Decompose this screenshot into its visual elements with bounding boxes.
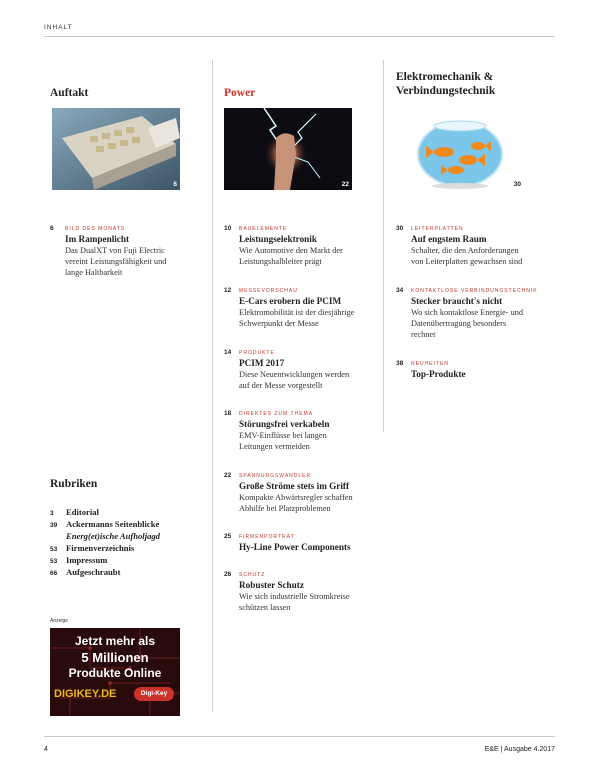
- toc-entry[interactable]: [224, 349, 379, 391]
- toc-category: MESSEVORSCHAU: [239, 288, 298, 294]
- goldfish-bowl-photo-icon: [396, 108, 524, 190]
- toc-description: Abhilfe bei Platzproblemen: [239, 504, 331, 513]
- auftakt-thumbnail[interactable]: [52, 108, 180, 190]
- toc-description: schützen lassen: [239, 603, 291, 612]
- toc-page-number: 34: [396, 287, 404, 294]
- toc-description: Leistungshalbleiter prägt: [239, 257, 322, 266]
- rubrik-subtitle: Energ(et)ische Aufholjagd: [66, 531, 160, 541]
- toc-description: Schwerpunkt der Messe: [239, 319, 319, 328]
- toc-entry[interactable]: [396, 360, 551, 380]
- toc-title: PCIM 2017: [239, 358, 285, 368]
- toc-title: Im Rampenlicht: [65, 234, 130, 244]
- toc-description: EMV-Einflüsse bei langen: [239, 431, 327, 440]
- ad-label: Anzeige: [50, 618, 69, 624]
- toc-description: Datenübertragung besonders: [411, 319, 507, 328]
- rubrik-page-number: 53: [50, 558, 58, 565]
- toc-description: vereint Leistungsfähigkeit und: [65, 257, 167, 266]
- toc-description: Diese Neuentwicklungen werden: [239, 370, 350, 379]
- rubriken-title: Rubriken: [50, 478, 98, 490]
- toc-title: Robuster Schutz: [239, 580, 304, 590]
- toc-title: Top-Produkte: [411, 369, 466, 379]
- elektro-title-line1: Elektromechanik &: [396, 71, 494, 83]
- toc-page-number: 12: [224, 287, 232, 294]
- thumbnail-page-number: 22: [341, 181, 349, 188]
- toc-page-number: 25: [224, 533, 232, 540]
- thumbnail-page-number: 6: [173, 181, 177, 188]
- toc-description: rechnet: [411, 330, 436, 339]
- toc-title: E-Cars erobern die PCIM: [239, 296, 342, 306]
- ad-headline-line3: Produkte Online: [68, 666, 162, 680]
- bottom-divider: [44, 736, 555, 737]
- toc-entry[interactable]: [396, 225, 551, 267]
- toc-title: Stecker braucht's nicht: [411, 296, 503, 306]
- toc-description: auf der Messe vorgestellt: [239, 381, 323, 390]
- auftakt-title: Auftakt: [50, 87, 89, 99]
- rubrik-title: Impressum: [66, 555, 108, 565]
- elektro-thumbnail[interactable]: [396, 108, 524, 190]
- toc-description: Kompakte Abwärtsregler schaffen: [239, 493, 353, 502]
- toc-entry[interactable]: [224, 472, 379, 514]
- ad-headline-line2: 5 Millionen: [81, 650, 149, 665]
- section-label: INHALT: [44, 24, 73, 31]
- rubrik-title: Aufgeschraubt: [66, 567, 121, 577]
- rubrik-page-number: 66: [50, 570, 58, 577]
- toc-page-number: 30: [396, 225, 404, 232]
- top-divider: [44, 36, 555, 37]
- toc-description: Schalter, die den Anforderungen: [411, 246, 519, 255]
- footer-page-number: 4: [44, 746, 48, 753]
- elektro-title: [396, 70, 495, 98]
- toc-page-number: 26: [224, 571, 232, 578]
- toc-description: lange Haltbarkeit: [65, 268, 123, 277]
- toc-entry[interactable]: [396, 287, 551, 340]
- elektro-title-line2: Verbindungstechnik: [396, 85, 496, 97]
- toc-description: Elektromobilität ist der diesjährige: [239, 308, 355, 317]
- toc-description: Wie Automotive den Markt der: [239, 246, 343, 255]
- rubrik-item[interactable]: [50, 543, 210, 555]
- ad-logo-badge: Digi-Key: [134, 687, 174, 701]
- toc-entry[interactable]: [224, 225, 379, 267]
- toc-page-number: 10: [224, 225, 232, 232]
- rubrik-title: Editorial: [66, 507, 99, 517]
- toc-category: NEUHEITEN: [411, 361, 449, 367]
- advertisement-banner[interactable]: [50, 628, 180, 716]
- toc-entry[interactable]: [50, 225, 205, 278]
- toc-category: BAUELEMENTE: [239, 226, 288, 232]
- toc-title: Große Ströme stets im Griff: [239, 481, 350, 491]
- toc-category: FIRMENPORTRÄT: [239, 534, 295, 540]
- rubrik-page-number: 53: [50, 546, 58, 553]
- toc-description: Das DualXT von Fuji Electric: [65, 246, 165, 255]
- toc-entry[interactable]: [224, 287, 379, 329]
- toc-description: Leitungen vermeiden: [239, 442, 310, 451]
- toc-page-number: 14: [224, 349, 232, 356]
- column-divider: [212, 60, 213, 712]
- power-thumbnail[interactable]: [224, 108, 352, 190]
- module-photo-icon: [52, 108, 180, 190]
- toc-category: SPANNUNGSWANDLER: [239, 473, 312, 479]
- toc-category: BILD DES MONATS: [65, 226, 126, 232]
- toc-category: DIREKTES ZUM THEMA: [239, 411, 314, 417]
- footer-issue: E&E | Ausgabe 4.2017: [484, 746, 555, 753]
- toc-category: LEITERPLATTEN: [411, 226, 464, 232]
- toc-description: Wo sich kontaktlose Energie- und: [411, 308, 524, 317]
- ad-brand: DIGIKEY.DE: [54, 688, 117, 700]
- toc-page-number: 18: [224, 410, 232, 417]
- rubrik-page-number: 39: [50, 522, 58, 529]
- toc-page-number: 38: [396, 360, 404, 367]
- rubrik-title: Ackermanns Seitenblicke: [66, 519, 160, 529]
- rubrik-item[interactable]: [50, 507, 210, 519]
- toc-entry[interactable]: [224, 410, 379, 452]
- rubrik-item[interactable]: [50, 567, 210, 579]
- toc-description: Wie sich industrielle Stromkreise: [239, 592, 350, 601]
- ad-headline-line1: Jetzt mehr als: [74, 634, 156, 648]
- toc-title: Hy-Line Power Components: [239, 542, 351, 552]
- toc-page-number: 22: [224, 472, 232, 479]
- rubrik-page-number: 3: [50, 510, 54, 517]
- toc-title: Leistungselektronik: [239, 234, 317, 244]
- toc-category: PRODUKTE: [239, 350, 275, 356]
- rubrik-item[interactable]: [50, 555, 210, 567]
- power-title: Power: [224, 87, 256, 99]
- rubrik-title: Firmenverzeichnis: [66, 543, 135, 553]
- toc-category: SCHUTZ: [239, 572, 266, 578]
- toc-description: von Leiterplatten gewachsen sind: [411, 257, 523, 266]
- toc-page-number: 6: [50, 225, 54, 232]
- column-divider: [383, 60, 384, 432]
- toc-title: Auf engstem Raum: [411, 234, 487, 244]
- toc-category: KONTAKTLOSE VERBINDUNGSTECHNIK: [411, 288, 538, 294]
- toc-entry[interactable]: [224, 571, 379, 613]
- thumbnail-page-number: 30: [513, 181, 521, 188]
- rubrik-item[interactable]: [50, 519, 210, 542]
- toc-title: Störungsfrei verkabeln: [239, 419, 330, 429]
- lightning-fist-photo-icon: [224, 108, 352, 190]
- toc-entry[interactable]: [224, 533, 379, 553]
